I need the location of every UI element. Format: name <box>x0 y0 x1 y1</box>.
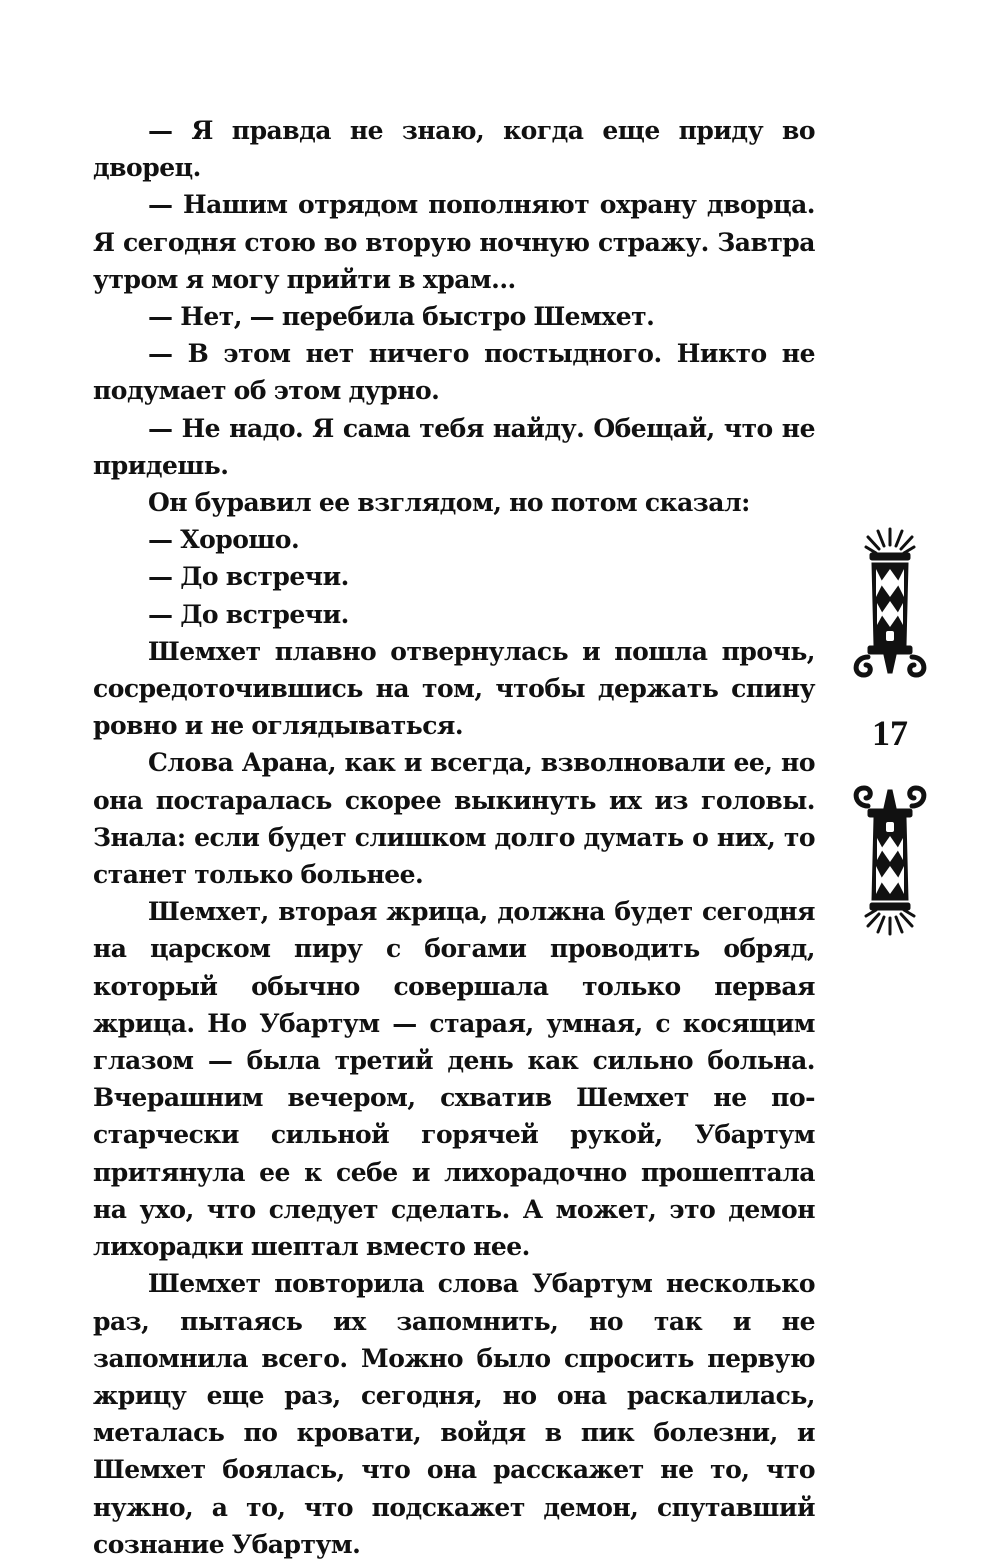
paragraph-8: — До встречи. <box>148 562 349 592</box>
page-number: 17 <box>872 713 908 753</box>
ornament-top-icon <box>850 525 930 695</box>
paragraph-10: Шемхет плавно отвернулась и пошла прочь, сосредоточившись на том, чтобы держать спину ровно и не оглядываться. <box>93 636 815 741</box>
paragraph-2: — Нашим отрядом пополняют охрану дворца. Я сегодня стою во вторую ночную стражу. Завтра утром я могу прийти в храм... <box>93 190 815 294</box>
page-text <box>93 112 815 1563</box>
paragraph-11: Слова Арана, как и всегда, взволновали ее, но она постаралась скорее выкинуть их из головы. Знала: если будет слишком долго думать о них, то станет только больнее. <box>93 748 815 890</box>
paragraph-4: — В этом нет ничего постыдного. Никто не подумает об этом дурно. <box>93 339 815 406</box>
paragraph-12: Шемхет, вторая жрица, должна будет сегодня на царском пиру с богами проводить обряд, который обычно совершала только первая жрица. Но Убартум — старая, умная, с косящим глазом — была третий день как сильно больна. Вчерашним вечером, схватив Шемхет не по-старчески сильной горячей рукой, Убартум притянула ее к себе и лихорадочно прошептала на ухо, что следует сделать. А может, это демон лихорадки шептал вместо нее. <box>93 897 815 1262</box>
paragraph-3: — Нет, — перебила быстро Шемхет. <box>148 302 655 332</box>
paragraph-5: — Не надо. Я сама тебя найду. Обещай, что не придешь. <box>93 413 815 480</box>
ornament-bottom-icon <box>850 768 930 938</box>
paragraph-9: — До встречи. <box>148 599 349 629</box>
paragraph-13: Шемхет повторила слова Убартум несколько раз, пытаясь их запомнить, но так и не запомнила всего. Можно было спросить первую жрицу еще раз, сегодня, но она раскалилась, металась по кровати, войдя в пик болезни, и Шемхет боялась, что она расскажет не то, что нужно, а то, что подскажет демон, спутавший сознание Убартум. <box>93 1269 815 1559</box>
paragraph-6: Он буравил ее взглядом, но потом сказал: <box>148 488 750 518</box>
paragraph-7: — Хорошо. <box>148 525 300 555</box>
paragraph-1: — Я правда не знаю, когда еще приду во дворец. <box>93 116 815 183</box>
